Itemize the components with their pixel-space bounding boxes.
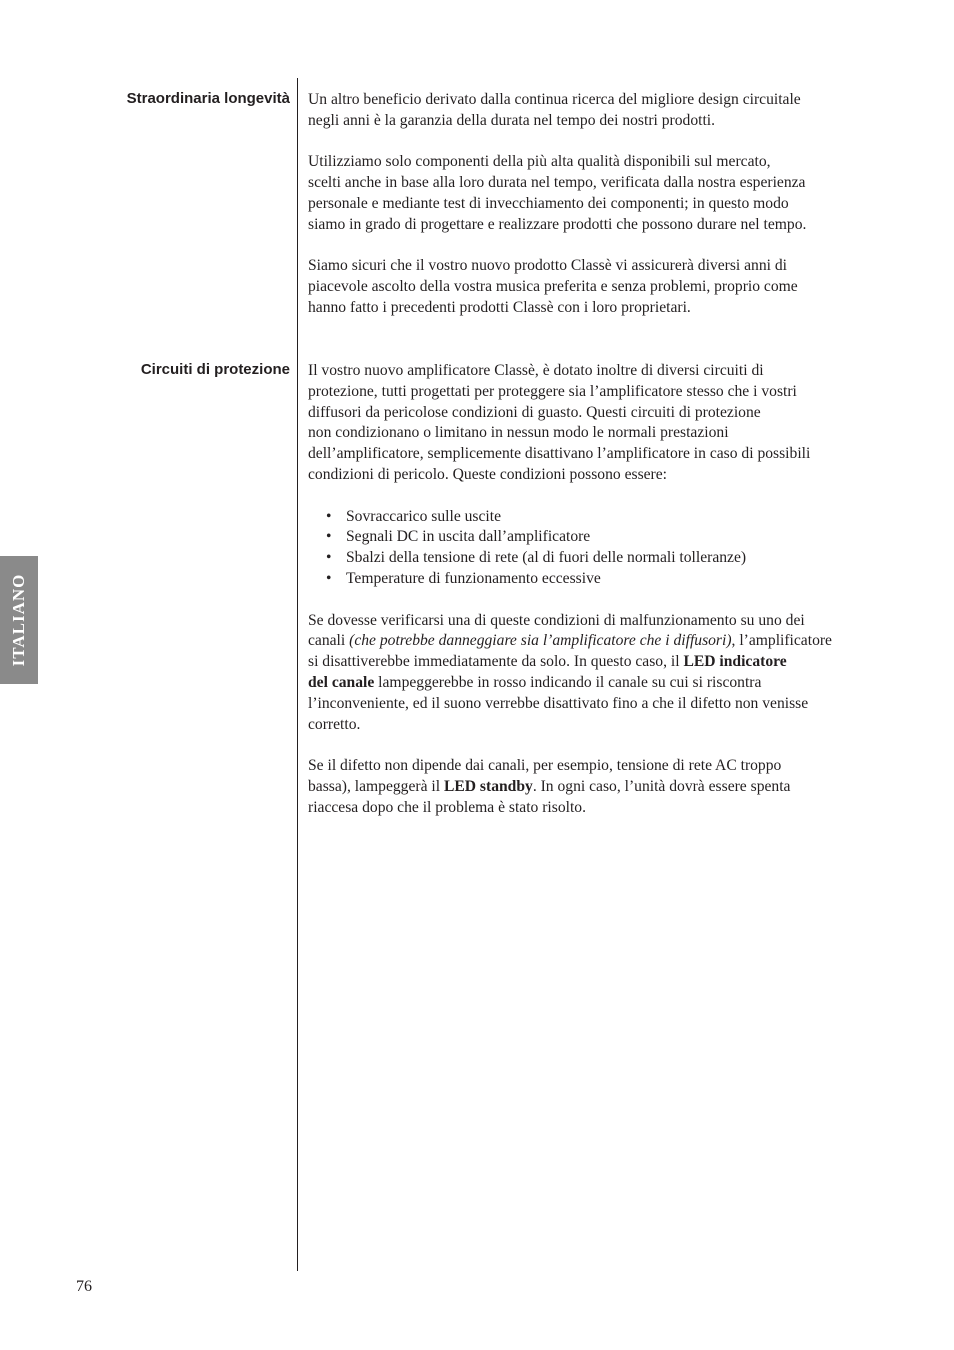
bullet-icon: • xyxy=(326,507,332,525)
section-body-protection xyxy=(308,361,860,819)
list-item xyxy=(308,548,860,569)
text-run: . In ogni caso, l’unità dovrà essere spenta xyxy=(532,777,791,795)
paragraph-general-fault xyxy=(308,756,860,818)
list-item-text: Sovraccarico sulle uscite xyxy=(346,507,502,525)
text-line: corretto. xyxy=(308,715,361,733)
text-line: Siamo sicuri che il vostro nuovo prodotto Classè vi assicurerà diversi anni di xyxy=(308,257,787,275)
text-line: Il vostro nuovo amplificatore Classè, è dotato inoltre di diversi circuiti di xyxy=(308,362,764,379)
language-side-tab xyxy=(0,556,38,684)
text-line: piacevole ascolto della vostra musica preferita e senza problemi, proprio come xyxy=(308,278,798,296)
paragraph xyxy=(308,256,860,318)
text-line xyxy=(308,673,860,694)
text-run: , l’amplificatore xyxy=(731,632,832,650)
bold-term: LED indicatore xyxy=(683,653,787,671)
text-line xyxy=(308,777,860,798)
text-line: personale e mediante test di invecchiamento dei componenti; in questo modo xyxy=(308,194,789,212)
section-heading-protection: Circuiti di protezione xyxy=(140,361,290,378)
text-line: diffusori da pericolose condizioni di guasto. Questi circuiti di protezione xyxy=(308,403,761,421)
text-line: non condizionano o limitano in nessun modo le normali prestazioni xyxy=(308,424,729,442)
text-line: Se dovesse verificarsi una di queste condizioni di malfunzionamento su uno dei xyxy=(308,611,805,629)
text-line: Un altro beneficio derivato dalla continua ricerca del migliore design circuitale xyxy=(308,91,801,108)
text-line: riaccesa dopo che il problema è stato risolto. xyxy=(308,798,586,816)
text-line xyxy=(308,652,860,673)
text-line: condizioni di pericolo. Queste condizioni possono essere: xyxy=(308,465,668,483)
paragraph xyxy=(308,90,860,132)
bullet-icon: • xyxy=(326,528,332,546)
text-line: dell’amplificatore, semplicemente disattivano l’amplificatore in caso di possibili xyxy=(308,445,811,463)
text-line: protezione, tutti progettati per proteggere sia l’amplificatore stesso che i vostri xyxy=(308,382,797,400)
bullet-icon: • xyxy=(326,569,332,587)
text-line: negli anni è la garanzia della durata nel tempo dei nostri prodotti. xyxy=(308,111,716,129)
list-item-text: Segnali DC in uscita dall’amplificatore xyxy=(346,528,591,546)
paragraph-channel-fault xyxy=(308,611,860,736)
bold-term: LED standby xyxy=(443,777,533,795)
bold-term: del canale xyxy=(308,673,375,691)
text-line: l’inconveniente, ed il suono verrebbe disattivato fino a che il difetto non venisse xyxy=(308,694,809,712)
list-item xyxy=(308,527,860,548)
bullet-icon: • xyxy=(326,549,332,567)
paragraph xyxy=(308,152,860,235)
text-line: siamo in grado di progettare e realizzare prodotti che possono durare nel tempo. xyxy=(308,215,807,233)
text-run: bassa), lampeggerà il xyxy=(308,777,444,795)
text-line: scelti anche in base alla loro durata nel tempo, verificata dalla nostra esperienza xyxy=(308,174,806,192)
paragraph xyxy=(308,361,860,486)
text-run: lampeggerebbe in rosso indicando il canale su cui si riscontra xyxy=(374,673,762,691)
protection-conditions-list xyxy=(308,507,860,590)
section-heading-longevity: Straordinaria longevità xyxy=(126,90,290,107)
text-line: Utilizziamo solo componenti della più alta qualità disponibili sul mercato, xyxy=(308,153,771,171)
text-line xyxy=(308,631,860,652)
text-line: Se il difetto non dipende dai canali, per esempio, tensione di rete AC troppo xyxy=(308,757,782,775)
list-item xyxy=(308,569,860,590)
column-divider xyxy=(297,78,298,1271)
text-line: hanno fatto i precedenti prodotti Classè con i loro proprietari. xyxy=(308,298,691,316)
list-item xyxy=(308,507,860,528)
italic-note: (che potrebbe danneggiare sia l’amplificatore che i diffusori) xyxy=(349,632,732,650)
language-tab-label: ITALIANO xyxy=(9,573,28,667)
text-run: canali xyxy=(308,632,350,650)
page-number: 76 xyxy=(76,1278,92,1295)
list-item-text: Temperature di funzionamento eccessive xyxy=(346,569,601,587)
list-item-text: Sbalzi della tensione di rete (al di fuori delle normali tolleranze) xyxy=(346,549,747,567)
text-run: si disattiverebbe immediatamente da solo. In questo caso, il xyxy=(308,653,684,671)
section-body-longevity xyxy=(308,90,860,319)
